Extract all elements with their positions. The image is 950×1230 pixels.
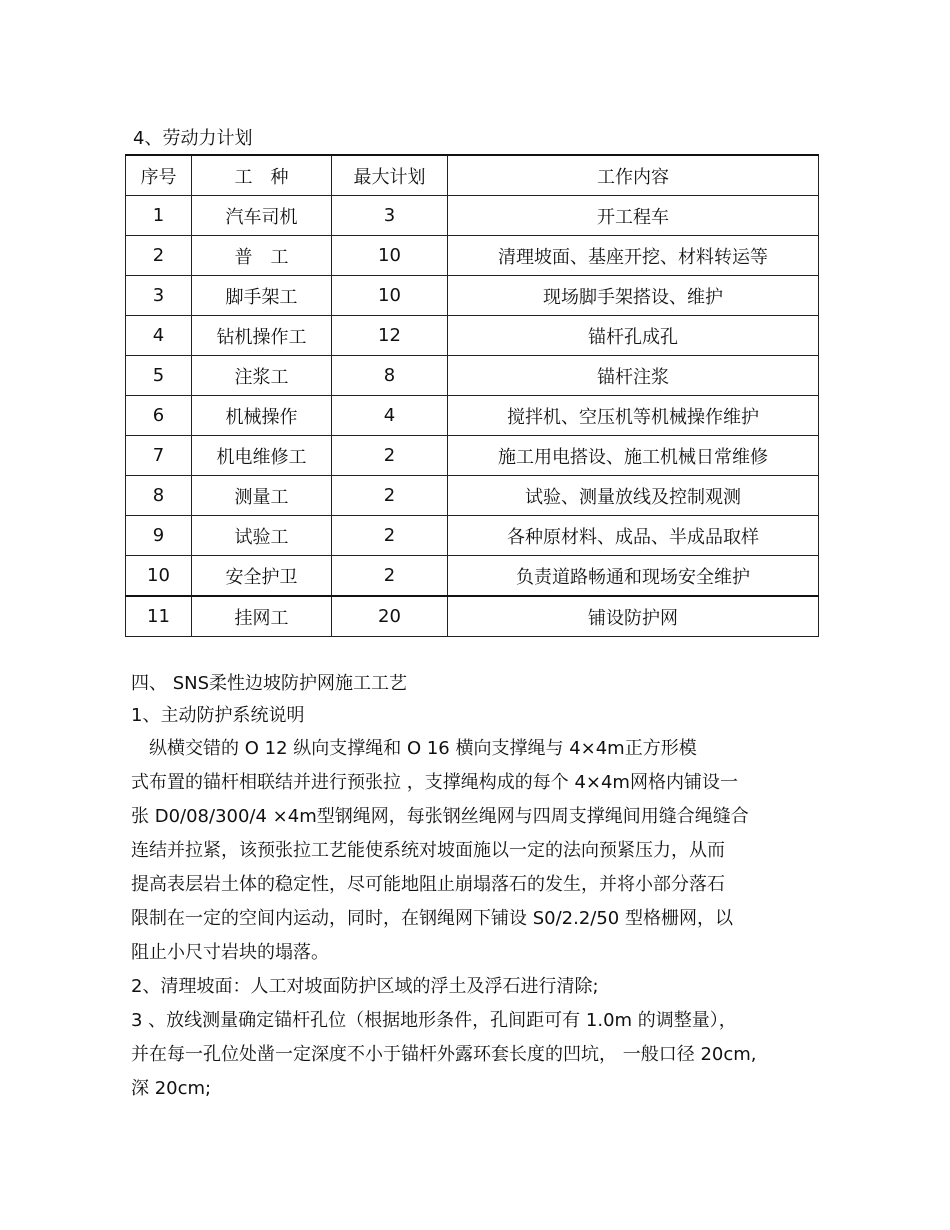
cell-no: 6 — [126, 396, 192, 436]
cell-content: 锚杆孔成孔 — [448, 316, 819, 356]
cell-type: 汽车司机 — [192, 196, 332, 236]
cell-content: 铺设防护网 — [448, 596, 819, 637]
cell-content: 锚杆注浆 — [448, 356, 819, 396]
cell-plan: 10 — [332, 276, 448, 316]
cell-plan: 8 — [332, 356, 448, 396]
header-max-plan: 最大计划 — [332, 155, 448, 196]
header-no: 序号 — [126, 155, 192, 196]
cell-type: 试验工 — [192, 516, 332, 556]
cell-type: 注浆工 — [192, 356, 332, 396]
cell-plan: 2 — [332, 476, 448, 516]
cell-no: 10 — [126, 556, 192, 597]
cell-type: 测量工 — [192, 476, 332, 516]
description-line: 连结并拉紧，该预张拉工艺能使系统对坡面施以一定的法向预紧压力，从而 — [131, 840, 725, 861]
cell-content: 开工程车 — [448, 196, 819, 236]
description-line: 限制在一定的空间内运动，同时，在钢绳网下铺设 S0/2.2/50 型格栅网，以 — [131, 908, 733, 929]
table-row — [126, 476, 819, 516]
description-line: 张 D0/08/300/4 ×4m型钢绳网，每张钢丝绳网与四周支撑绳间用缝合绳缝合 — [131, 806, 749, 827]
cell-no: 11 — [126, 596, 192, 637]
cell-content: 各种原材料、成品、半成品取样 — [448, 516, 819, 556]
cell-type: 脚手架工 — [192, 276, 332, 316]
cell-content: 施工用电搭设、施工机械日常维修 — [448, 436, 819, 476]
table-row — [126, 356, 819, 396]
cell-type: 机械操作 — [192, 396, 332, 436]
labor-plan-heading: 4、劳动力计划 — [133, 128, 253, 149]
cell-no: 9 — [126, 516, 192, 556]
cell-type: 钻机操作工 — [192, 316, 332, 356]
cell-content: 试验、测量放线及控制观测 — [448, 476, 819, 516]
table-row — [126, 596, 819, 637]
cell-plan: 2 — [332, 436, 448, 476]
header-content: 工作内容 — [448, 155, 819, 196]
cell-no: 3 — [126, 276, 192, 316]
cell-type: 普 工 — [192, 236, 332, 276]
cell-no: 4 — [126, 316, 192, 356]
cell-plan: 20 — [332, 596, 448, 637]
system-description-heading: 1、主动防护系统说明 — [131, 705, 305, 726]
cell-plan: 10 — [332, 236, 448, 276]
table-row — [126, 396, 819, 436]
cell-plan: 2 — [332, 516, 448, 556]
cell-content: 搅拌机、空压机等机械操作维护 — [448, 396, 819, 436]
cell-no: 8 — [126, 476, 192, 516]
table-row — [126, 436, 819, 476]
cell-content: 清理坡面、基座开挖、材料转运等 — [448, 236, 819, 276]
cell-type: 机电维修工 — [192, 436, 332, 476]
table-row — [126, 236, 819, 276]
table-header-row — [126, 155, 819, 196]
table-row — [126, 316, 819, 356]
step-clear-slope: 2、清理坡面：人工对坡面防护区域的浮土及浮石进行清除; — [131, 976, 599, 997]
cell-no: 1 — [126, 196, 192, 236]
description-line: 纵横交错的 O 12 纵向支撑绳和 O 16 横向支撑绳与 4×4m正方形模 — [131, 738, 697, 759]
cell-plan: 4 — [332, 396, 448, 436]
table-row — [126, 516, 819, 556]
cell-plan: 3 — [332, 196, 448, 236]
table-row — [126, 556, 819, 597]
cell-no: 5 — [126, 356, 192, 396]
labor-plan-table — [125, 154, 819, 637]
cell-no: 2 — [126, 236, 192, 276]
sns-section-title: 四、 SNS柔性边坡防护网施工工艺 — [131, 673, 408, 694]
step-survey-line: 深 20cm; — [131, 1078, 212, 1099]
cell-type: 挂网工 — [192, 596, 332, 637]
cell-no: 7 — [126, 436, 192, 476]
table-row — [126, 196, 819, 236]
step-survey-line: 3 、放线测量确定锚杆孔位（根据地形条件，孔间距可有 1.0m 的调整量）， — [131, 1010, 737, 1031]
table-row — [126, 276, 819, 316]
description-line: 式布置的锚杆相联结并进行预张拉 ，支撑绳构成的每个 4×4m网格内铺设一 — [131, 772, 738, 793]
cell-content: 现场脚手架搭设、维护 — [448, 276, 819, 316]
cell-content: 负责道路畅通和现场安全维护 — [448, 556, 819, 597]
step-survey-line: 并在每一孔位处凿一定深度不小于锚杆外露环套长度的凹坑， 一般口径 20cm, — [131, 1044, 757, 1065]
header-type: 工 种 — [192, 155, 332, 196]
description-line: 阻止小尺寸岩块的塌落。 — [131, 942, 329, 963]
cell-plan: 12 — [332, 316, 448, 356]
cell-type: 安全护卫 — [192, 556, 332, 597]
description-line: 提高表层岩土体的稳定性，尽可能地阻止崩塌落石的发生，并将小部分落石 — [131, 874, 725, 895]
cell-plan: 2 — [332, 556, 448, 597]
